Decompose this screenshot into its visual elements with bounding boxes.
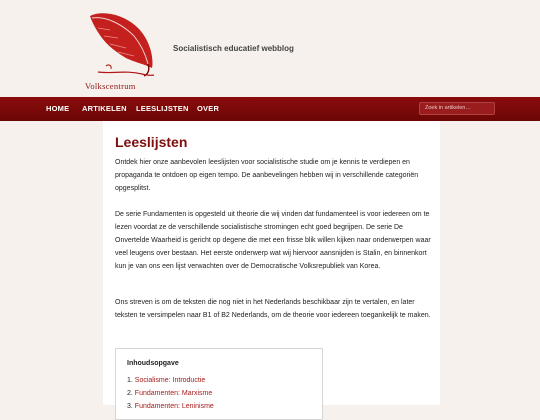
toc-number: 1. — [127, 377, 133, 384]
main-content — [103, 121, 440, 410]
mission-paragraph: Ons streven is om de teksten die nog niet in het Nederlands beschikbaar zijn te vertalen, en later teksten te versimpelen naar B1 of B2 Nederlands, om de theorie voor iedereen toegankelijk te maken. — [115, 299, 431, 319]
nav-over[interactable]: OVER — [197, 104, 220, 113]
toc-item — [127, 403, 214, 410]
search-input[interactable] — [419, 102, 495, 115]
toc-link-socialisme-introductie[interactable]: Socialisme: Introductie — [134, 377, 206, 384]
table-of-contents — [115, 348, 323, 420]
nav-home[interactable]: HOME — [46, 104, 70, 113]
logo-text: Volkscentrum — [85, 81, 136, 91]
toc-link-fundamenten-marxisme[interactable]: Fundamenten: Marxisme — [134, 390, 213, 397]
site-logo[interactable] — [82, 8, 160, 90]
site-header — [0, 0, 540, 97]
feather-quill-icon — [82, 8, 160, 88]
series-paragraph: De serie Fundamenten is opgesteld uit theorie die wij vinden dat fundamenteel is voor iedereen om te lezen voordat ze de verschillende socialistische stromingen echt goed begrijpen. De serie De Onvertelde Waarheid is gericht op degene die met een frisse blik willen kijken naar onderwerpen waar veel leugens over bestaan. Het eerste onderwerp wat wij hiervoor aansnijden is Stalin, en binnenkort kun je van ons een lijst verwachten over de Democratische Volksrepubliek van Korea. — [115, 211, 431, 270]
site-tagline: Socialistisch educatief webblog — [173, 44, 294, 53]
page-title: Leeslijsten — [115, 134, 188, 150]
toc-item — [127, 377, 205, 384]
toc-number: 3. — [127, 403, 133, 410]
toc-number: 2. — [127, 390, 133, 397]
toc-item — [127, 390, 212, 397]
toc-title: Inhoudsopgave — [127, 360, 179, 367]
toc-link-fundamenten-leninisme[interactable]: Fundamenten: Leninisme — [134, 403, 214, 410]
intro-paragraph: Ontdek hier onze aanbevolen leeslijsten voor socialistische studie om je kennis te verdiepen en propaganda te ontdoen op eigen tempo. De aanbevelingen hebben wij in verschillende categoriën opgesplitst. — [115, 159, 419, 192]
nav-artikelen[interactable]: ARTIKELEN — [82, 104, 127, 113]
nav-leeslijsten[interactable]: LEESLIJSTEN — [136, 104, 189, 113]
main-navigation — [0, 97, 540, 121]
